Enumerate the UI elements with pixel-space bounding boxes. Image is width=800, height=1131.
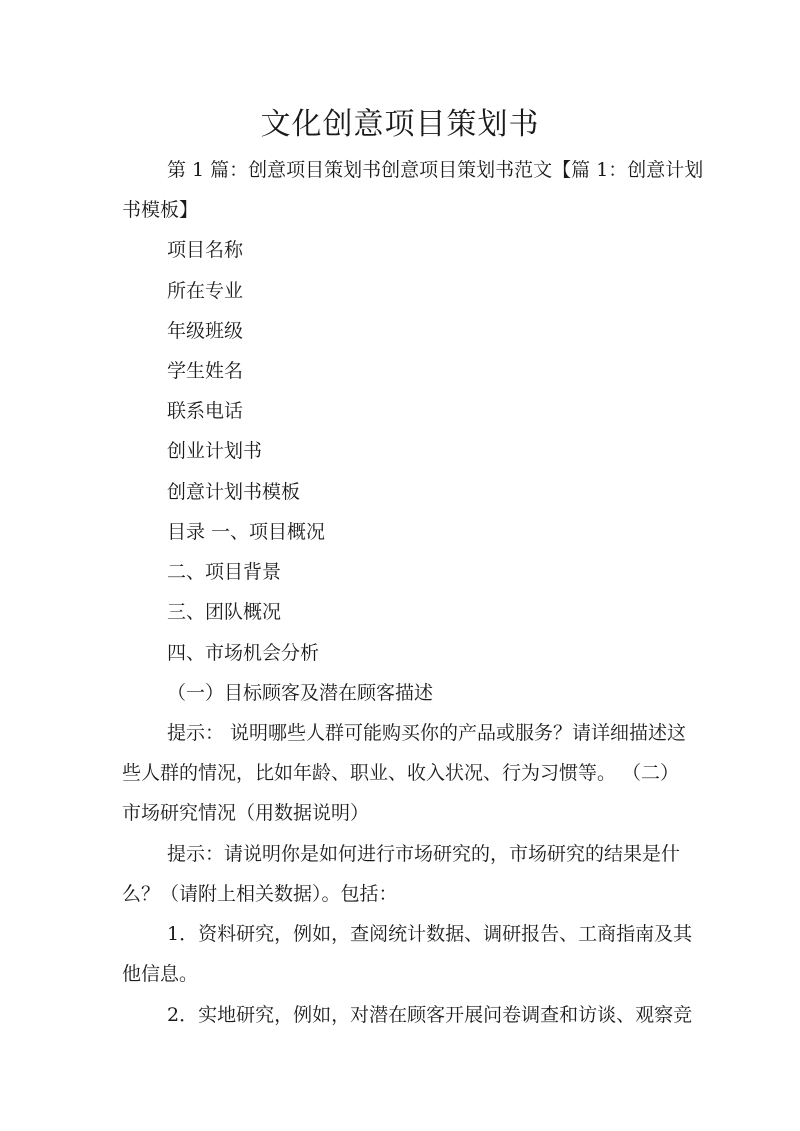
text-line: 三、团队概况 [167, 601, 282, 623]
text-line: 2．实地研究，例如，对潜在顾客开展问卷调查和访谈、观察竞 [167, 1004, 693, 1026]
text-line: 些人群的情况，比如年龄、职业、收入状况、行为习惯等。 （二） [122, 762, 680, 784]
text-line: 所在专业 [167, 280, 244, 302]
text-line: 年级班级 [167, 320, 244, 342]
text-line: 项目名称 [167, 239, 244, 261]
text-line: 学生姓名 [167, 360, 244, 382]
text-line: 市场研究情况（用数据说明） [122, 802, 370, 824]
text-line: 四、市场机会分析 [167, 642, 320, 664]
text-line: 创意计划书模板 [167, 481, 301, 503]
text-line: 二、项目背景 [167, 561, 282, 583]
text-line: 第 1 篇：创意项目策划书创意项目策划书范文【篇 1：创意计划 [167, 159, 704, 181]
text-line: 提示： 说明哪些人群可能购买你的产品或服务？请详细描述这 [167, 722, 687, 744]
text-line: 1．资料研究，例如，查阅统计数据、调研报告、工商指南及其 [167, 923, 693, 945]
text-line: 他信息。 [122, 963, 199, 985]
text-line: 目录 一、项目概况 [167, 521, 326, 543]
text-line: 书模板】 [122, 199, 199, 221]
text-line: 创业计划书 [167, 440, 263, 462]
document-title: 文化创意项目策划书 [260, 107, 540, 142]
text-line: （一）目标顾客及潜在顾客描述 [167, 682, 434, 704]
text-line: 提示：请说明你是如何进行市场研究的，市场研究的结果是什 [167, 843, 681, 865]
text-line: 联系电话 [167, 400, 244, 422]
text-line: 么？（请附上相关数据）。包括： [122, 883, 398, 905]
